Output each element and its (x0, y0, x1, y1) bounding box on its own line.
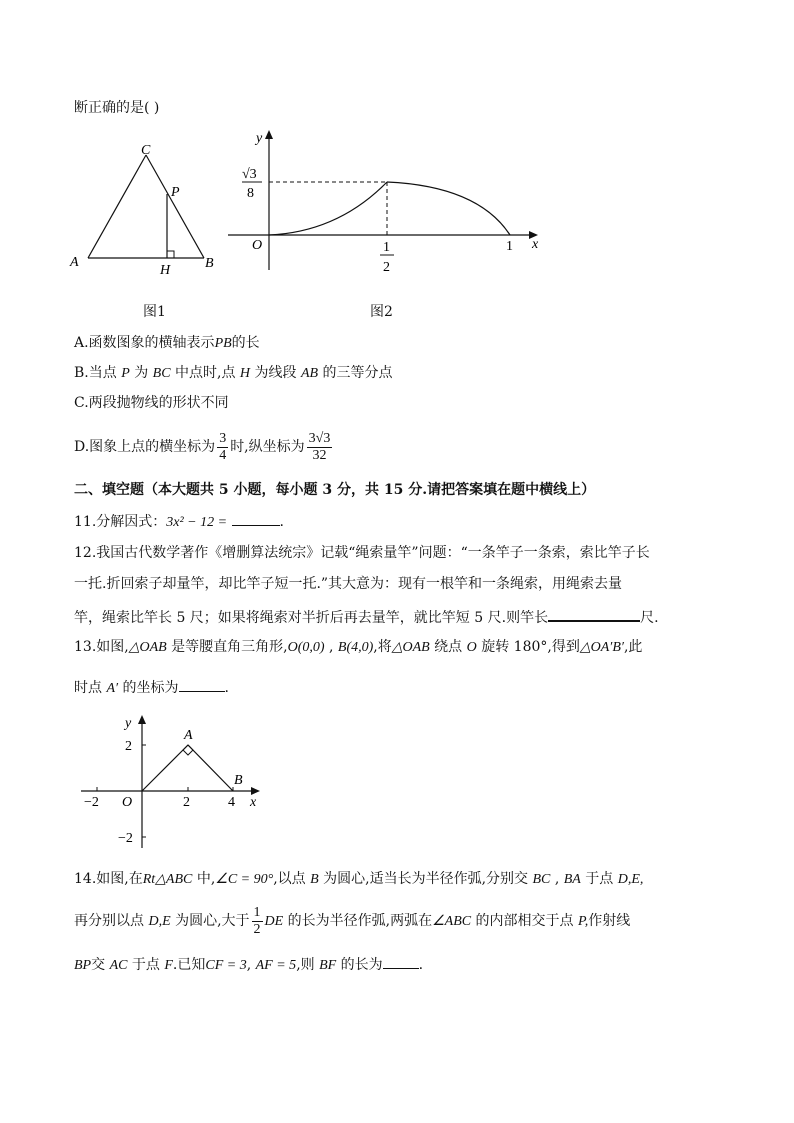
label-c: C (141, 143, 151, 158)
axis-y-label: y (256, 131, 263, 146)
tick-label-x-2: 2 (183, 795, 190, 810)
option-d: D.图象上点的横坐标为 $\frac{3}{4}$ 时,纵坐标为 $\frac{3√3}{32}$ (74, 430, 331, 463)
side-ab (188, 745, 233, 791)
figure-2-caption: 图2 (370, 304, 393, 320)
question-12-line-3: 竿，绳索比竿长 5 尺；如果将绳索对半折后再去量竿，就比竿短 5 尺.则竿长 尺. (74, 606, 659, 627)
option-a: A.函数图象的横轴表示PB的长 (74, 335, 260, 351)
side-oa (142, 745, 188, 791)
q11-answer-blank[interactable] (232, 511, 280, 526)
question-14-line-2: 再分别以点 D,E 为圆心,大于 $\frac{1}{2}$ DE 的长为半径作弧,两弧在∠ABC 的内部相交于点 P,作射线 (74, 904, 631, 937)
question-13-line-2: 时点 A′ 的坐标为 . (74, 677, 229, 698)
origin-label: O (122, 795, 133, 810)
question-14-line-3: BP交 AC 于点 F.已知CF = 3, AF = 5,则 BF 的长为 . (74, 954, 423, 975)
figure-2-graph (228, 126, 548, 278)
question-13-line-1: 13.如图,△OAB 是等腰直角三角形,O(0,0) , B(4,0),将△OAB 绕点 O 旋转 180°,得到△OA′B′,此 (74, 639, 643, 655)
peak-x-denominator: 2 (383, 260, 390, 275)
x-axis-arrow (251, 787, 260, 795)
q14-answer-blank[interactable] (383, 954, 419, 969)
side-ca (88, 155, 146, 258)
option-c: C.两段抛物线的形状不同 (74, 395, 229, 411)
side-cb (146, 155, 204, 258)
axis-x-label: x (250, 795, 257, 810)
peak-x-numerator: 1 (383, 240, 390, 255)
curve-right-parabola (387, 182, 510, 235)
option-b: B.当点 P 为 BC 中点时,点 H 为线段 AB 的三等分点 (74, 365, 393, 381)
peak-y-denominator: 8 (247, 186, 254, 201)
question-11: 11.分解因式：3x² − 12 = . (74, 511, 284, 532)
figure-1-caption: 图1 (143, 304, 166, 320)
label-a: A (184, 728, 193, 743)
right-angle-mark (167, 251, 174, 258)
label-h: H (160, 263, 171, 278)
tick-label-y-neg2: −2 (118, 831, 133, 846)
question-12-line-1: 12.我国古代数学著作《增删算法统宗》记载“绳索量竿”问题：“一条竿子一条索，索比竿子长 (74, 545, 650, 561)
axis-x-label: x (532, 237, 539, 252)
x-end-label: 1 (506, 239, 513, 254)
right-angle-mark (183, 745, 193, 755)
peak-y-numerator: √3 (242, 167, 257, 182)
label-b: B (205, 256, 214, 271)
question-12-line-2: 一托.折回索子却量竿，却比竿子短一托.”其大意为：现有一根竿和一条绳索，用绳索去量 (74, 576, 623, 592)
label-b: B (234, 773, 243, 788)
question-intro: 断正确的是( ) (74, 100, 160, 116)
tick-label-x-4: 4 (228, 795, 235, 810)
figure-3-coordinate-triangle (76, 708, 276, 850)
q12-answer-blank[interactable] (548, 606, 640, 622)
question-14-line-1: 14.如图,在Rt△ABC 中,∠C = 90°,以点 B 为圆心,适当长为半径作弧,分别交 BC , BA 于点 D,E, (74, 871, 644, 887)
axis-y-label: y (125, 716, 132, 731)
y-axis-arrow (138, 715, 146, 724)
curve-left-parabola (269, 182, 387, 235)
label-a: A (70, 255, 79, 270)
y-axis-arrow (265, 130, 273, 139)
q13-answer-blank[interactable] (179, 677, 225, 692)
figure-1-triangle (64, 138, 224, 278)
origin-label: O (252, 238, 263, 253)
section-2-heading: 二、填空题（本大题共 5 小题，每小题 3 分，共 15 分.请把答案填在题中横线上） (74, 482, 596, 498)
tick-label-y-2: 2 (125, 739, 132, 754)
label-p: P (171, 185, 180, 200)
tick-label-x-neg2: −2 (84, 795, 99, 810)
